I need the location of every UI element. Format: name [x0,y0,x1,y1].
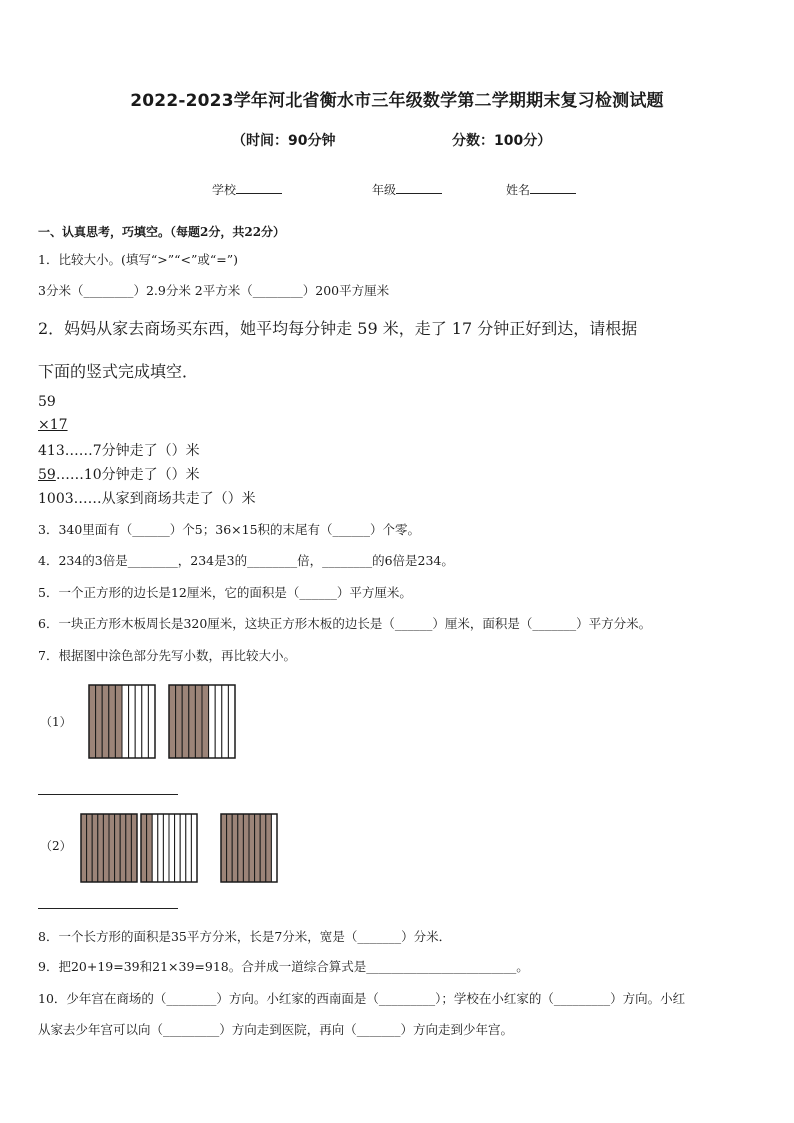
figure-1-grid-1-strip [109,685,116,758]
grade-blank[interactable] [396,183,442,194]
figure-2-grid-1-strip [81,814,87,882]
answer-line-1[interactable] [38,794,178,795]
figure-2-grid-2-strip [141,814,147,882]
figure-1-grid-2-strip [169,685,176,758]
question-6: 6．一块正方形木板周长是320厘米，这块正方形木板的边长是（______）厘米，面积是（_______）平方分米。 [38,616,652,631]
figure-1-grid-1-strip [148,685,155,758]
figure-1-grid-1-strip [89,685,96,758]
figure-1-grid-2-strip [222,685,229,758]
figure-1-grid-1-strip [115,685,122,758]
figure-2-grid-2-strip [180,814,186,882]
figure-2-grid-3-strip [221,814,227,882]
figure-2-grid-3-strip [243,814,249,882]
name-blank[interactable] [530,183,576,194]
figure-2-grid-3-strip [238,814,244,882]
figure-1-grid-1-strip [102,685,109,758]
figure-1-grid-1-strip [96,685,103,758]
figure-1-grid-2-strip [228,685,235,758]
figure-1-grid-2-strip [215,685,222,758]
figure-1-grid-1-strip [129,685,136,758]
school-blank[interactable] [236,183,282,194]
school-field[interactable] [212,181,282,198]
figure-2-grid-1-strip [87,814,93,882]
figure-2-grid-1-strip [98,814,104,882]
figure-2-grid-1-strip [92,814,98,882]
question-4: 4．234的3倍是________，234是3的________倍，________的6倍是234。 [38,553,454,568]
figure-2-grid-3-strip [232,814,238,882]
question-2-line1: 2．妈妈从家去商场买东西，她平均每分钟走 59 米，走了 17 分钟正好到达，请根据 [38,319,638,338]
figure-2-grid-1-strip [103,814,109,882]
figure-2-grid-2-strip [169,814,175,882]
calc-partial-2-text: ……10分钟走了（）米 [55,467,200,483]
calc-multiplicand: 59 [38,394,56,410]
figure-2-grid-1-strip [115,814,121,882]
calc-partial-1: 413……7分钟走了（）米 [38,443,200,459]
question-2-line2: 下面的竖式完成填空． [38,362,199,381]
figure-2-grid-3-strip [260,814,266,882]
figure-2-grid-2-strip [175,814,181,882]
figure-1-grid-1-strip [142,685,149,758]
figure-2-grid-2-strip [152,814,158,882]
figure-2-grid-1-strip [120,814,126,882]
question-7: 7．根据图中涂色部分先写小数，再比较大小。 [38,648,296,663]
figure-1-grid-2-strip [202,685,209,758]
name-label: 姓名 [506,183,531,197]
figure-1-label: （1） [40,715,72,729]
question-1-items: 3分米（________）2.9分米 2平方米（________）200平方厘米 [38,283,390,298]
question-5: 5．一个正方形的边长是12厘米，它的面积是（______）平方厘米。 [38,585,412,600]
question-3: 3．340里面有（______）个5；36×15积的末尾有（______）个零。 [38,522,421,537]
figure-2-grid-2-strip [163,814,169,882]
exam-title: 2022-2023学年河北省衡水市三年级数学第二学期期末复习检测试题 [130,91,664,111]
figure-1-grids [88,684,248,760]
figure-2-grid-2-strip [147,814,153,882]
figure-2-grid-1-strip [126,814,132,882]
calc-partial-2-value: 59 [38,467,56,483]
figure-2-grids [80,813,280,885]
figure-1-grid-2-strip [195,685,202,758]
figure-2-grid-3-strip [271,814,277,882]
figure-2-grid-3-strip [266,814,272,882]
figure-1-grid-2-strip [209,685,216,758]
figure-2-grid-3-strip [255,814,261,882]
grade-field[interactable] [372,181,442,198]
section-heading: 一、认真思考，巧填空。（每题2分，共22分） [38,225,286,239]
question-10-line1: 10．少年宫在商场的（________）方向。小红家的西南面是（_________）；学校在小红家的（_________）方向。小红 [38,991,686,1006]
calc-partial-2 [38,464,200,484]
grade-label: 年级 [372,183,397,197]
figure-1-grid-2-strip [182,685,189,758]
figure-2-grid-2-strip [191,814,197,882]
question-10-line2: 从家去少年宫可以向（_________）方向走到医院，再向（_______）方向走到少年宫。 [38,1022,514,1037]
name-field[interactable] [506,181,576,198]
figure-1-grid-2-strip [176,685,183,758]
figure-2-label: （2） [40,839,72,853]
figure-2-grid-2-strip [186,814,192,882]
figure-1-grid-1-strip [122,685,129,758]
question-1: 1．比较大小。(填写“>”“<”或“=”) [38,252,238,267]
exam-time: （时间：90分钟 [232,133,336,149]
question-9: 9．把20+19=39和21×39=918。合并成一道综合算式是________________________。 [38,959,529,974]
question-8: 8．一个长方形的面积是35平方分米，长是7分米，宽是（_______）分米． [38,929,452,944]
figure-2-grid-1-strip [109,814,115,882]
figure-1-grid-1-strip [135,685,142,758]
figure-2-grid-2-strip [158,814,164,882]
school-label: 学校 [212,183,237,197]
calc-total: 1003……从家到商场共走了（）米 [38,491,256,507]
figure-1-grid-2-strip [189,685,196,758]
figure-2-grid-3-strip [249,814,255,882]
answer-line-2[interactable] [38,908,178,909]
exam-score: 分数：100分） [452,133,552,149]
calc-multiplier: ×17 [38,417,68,433]
figure-2-grid-1-strip [131,814,137,882]
figure-2-grid-3-strip [227,814,233,882]
